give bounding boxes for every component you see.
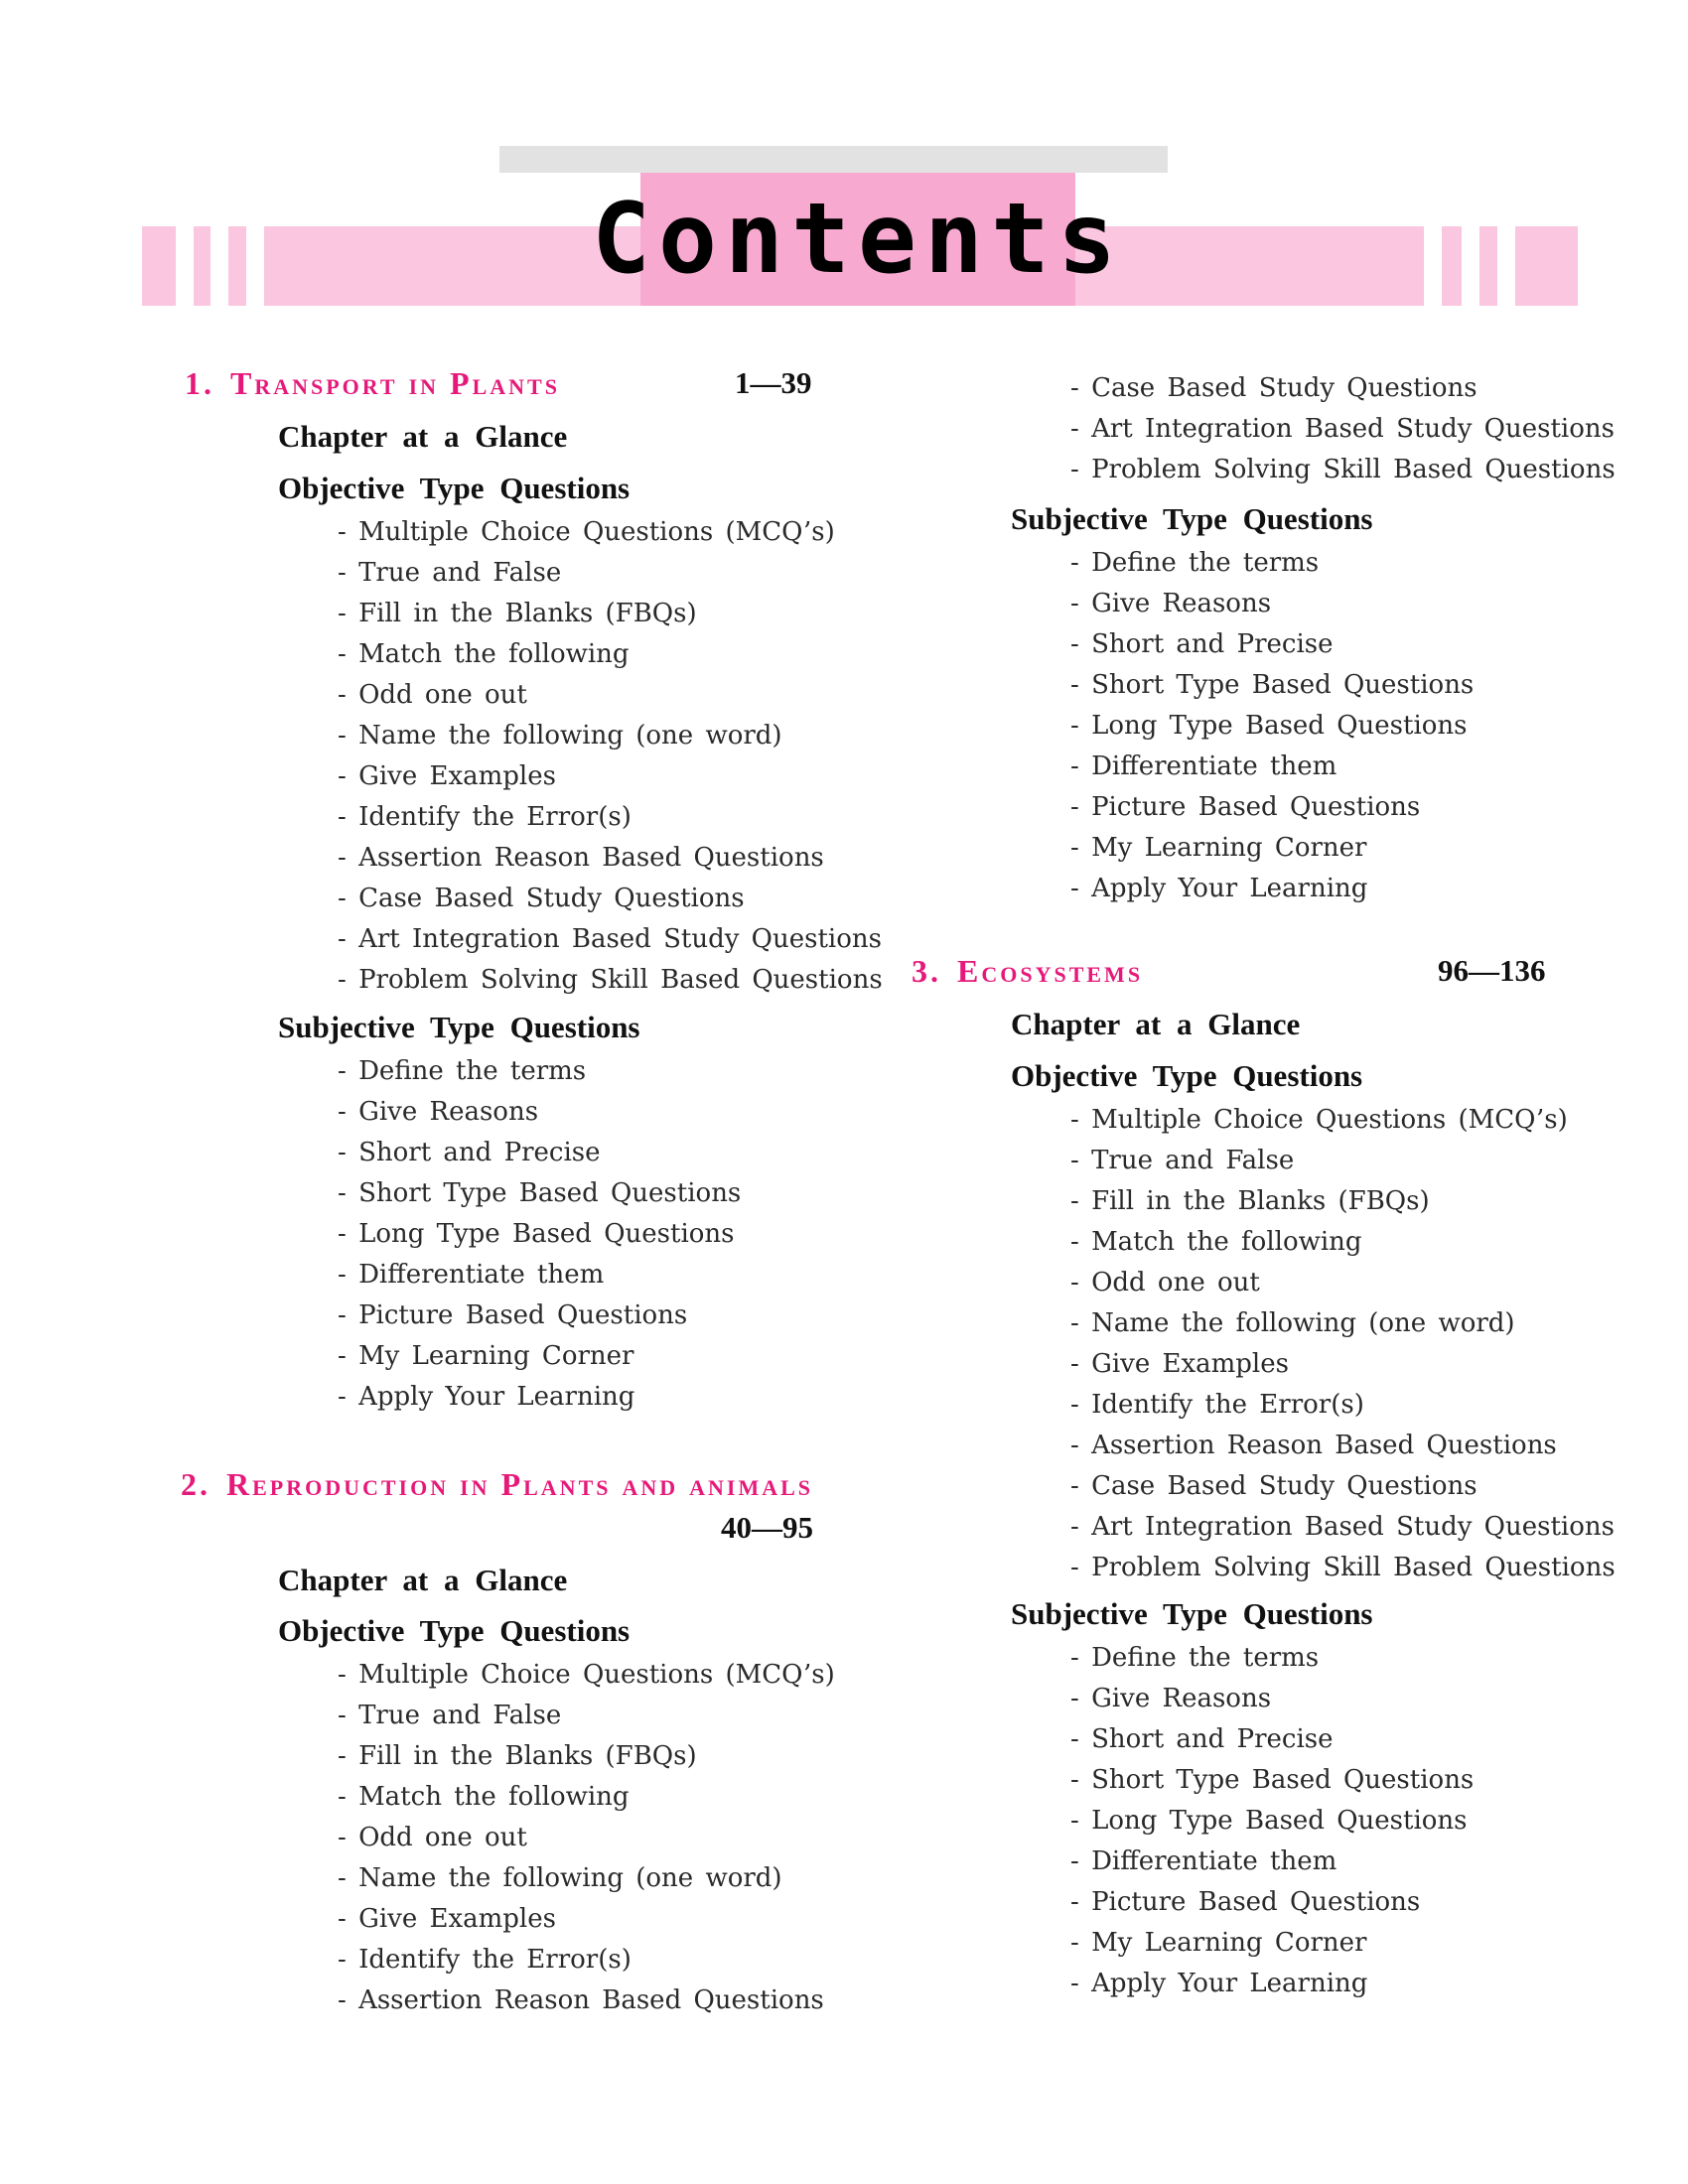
toc-list-item[interactable]: - Give Examples [338, 761, 556, 791]
banner-stripe [211, 226, 228, 306]
chapter-at-glance[interactable]: Chapter at a Glance [278, 1563, 568, 1597]
objective-heading[interactable]: Objective Type Questions [278, 1613, 631, 1648]
toc-list-item[interactable]: - Long Type Based Questions [338, 1219, 735, 1249]
toc-list-item[interactable]: - Fill in the Blanks (FBQs) [1070, 1186, 1430, 1216]
toc-list-item[interactable]: - Match the following [338, 639, 630, 669]
toc-list-item[interactable]: - Differentiate them [1070, 1846, 1336, 1876]
toc-list-item[interactable]: - Art Integration Based Study Questions [1070, 1512, 1615, 1542]
toc-list-item[interactable]: - Apply Your Learning [1070, 1969, 1367, 1998]
toc-list-item[interactable]: - Apply Your Learning [338, 1382, 634, 1412]
banner-stripe [1497, 226, 1515, 306]
toc-list-item[interactable]: - Give Reasons [1070, 589, 1271, 618]
toc-list-item[interactable]: - Case Based Study Questions [1070, 373, 1477, 403]
toc-list-item[interactable]: - Odd one out [1070, 1268, 1260, 1297]
chapter-number: 3. [912, 953, 941, 989]
toc-list-item[interactable]: - Short Type Based Questions [1070, 670, 1474, 700]
objective-heading[interactable]: Objective Type Questions [278, 471, 631, 505]
toc-list-item[interactable]: - Picture Based Questions [338, 1300, 687, 1330]
toc-list-item[interactable]: - Assertion Reason Based Questions [338, 1985, 824, 2015]
toc-list-item[interactable]: - Match the following [338, 1782, 630, 1812]
toc-list-item[interactable]: - Short and Precise [1070, 629, 1333, 659]
contents-banner [0, 0, 1688, 318]
subjective-heading[interactable]: Subjective Type Questions [1011, 501, 1373, 536]
toc-list-item[interactable]: - Fill in the Blanks (FBQs) [338, 599, 697, 628]
toc-list-item[interactable]: - Name the following (one word) [1070, 1308, 1515, 1338]
toc-list-item[interactable]: - Short and Precise [338, 1138, 600, 1167]
toc-list-item[interactable]: - Define the terms [338, 1056, 586, 1086]
chapter-title: Transport in Plants [230, 365, 560, 401]
toc-list-item[interactable]: - Give Examples [338, 1904, 556, 1934]
toc-list-item[interactable]: - Name the following (one word) [338, 1863, 782, 1893]
chapter-3-page-range: 96—136 [1438, 953, 1546, 988]
toc-list-item[interactable]: - True and False [338, 1701, 561, 1730]
toc-list-item[interactable]: - Identify the Error(s) [1070, 1390, 1364, 1420]
chapter-number: 1. [185, 365, 214, 401]
chapter-1-heading[interactable] [185, 365, 560, 402]
toc-list-item[interactable]: - My Learning Corner [338, 1341, 633, 1371]
banner-gray-bar [499, 146, 1168, 173]
chapter-title: Reproduction in Plants and animals [226, 1466, 814, 1502]
toc-list-item[interactable]: - Give Reasons [338, 1097, 538, 1127]
toc-list-item[interactable]: - Apply Your Learning [1070, 874, 1367, 903]
subjective-heading[interactable]: Subjective Type Questions [278, 1010, 640, 1044]
toc-list-item[interactable]: - Problem Solving Skill Based Questions [1070, 1553, 1616, 1582]
chapter-number: 2. [181, 1466, 211, 1502]
toc-list-item[interactable]: - Art Integration Based Study Questions [338, 924, 882, 954]
toc-list-item[interactable]: - Case Based Study Questions [338, 884, 745, 913]
page-title: Contents [592, 183, 1125, 296]
subjective-heading[interactable]: Subjective Type Questions [1011, 1596, 1373, 1631]
chapter-at-glance[interactable]: Chapter at a Glance [278, 419, 568, 454]
toc-list-item[interactable]: - Art Integration Based Study Questions [1070, 414, 1615, 444]
objective-heading[interactable]: Objective Type Questions [1011, 1058, 1363, 1093]
toc-list-item[interactable]: - Name the following (one word) [338, 721, 782, 751]
toc-list-item[interactable]: - Picture Based Questions [1070, 1887, 1420, 1917]
toc-list-item[interactable]: - Differentiate them [1070, 751, 1336, 781]
toc-list-item[interactable]: - Differentiate them [338, 1260, 604, 1290]
toc-list-item[interactable]: - Long Type Based Questions [1070, 711, 1468, 741]
toc-list-item[interactable]: - Define the terms [1070, 1643, 1319, 1673]
chapter-2-page-range: 40—95 [721, 1510, 813, 1545]
toc-list-item[interactable]: - Problem Solving Skill Based Questions [1070, 455, 1616, 484]
toc-list-item[interactable]: - My Learning Corner [1070, 833, 1366, 863]
toc-list-item[interactable]: - Assertion Reason Based Questions [338, 843, 824, 873]
banner-stripe [176, 226, 194, 306]
toc-list-item[interactable]: - Give Examples [1070, 1349, 1289, 1379]
toc-list-item[interactable]: - Case Based Study Questions [1070, 1471, 1477, 1501]
toc-list-item[interactable]: - Picture Based Questions [1070, 792, 1420, 822]
toc-list-item[interactable]: - My Learning Corner [1070, 1928, 1366, 1958]
banner-stripe [246, 226, 264, 306]
toc-list-item[interactable]: - True and False [338, 558, 561, 588]
toc-list-item[interactable]: - Multiple Choice Questions (MCQ’s) [338, 1660, 835, 1690]
toc-list-item[interactable]: - Multiple Choice Questions (MCQ’s) [338, 517, 835, 547]
toc-list-item[interactable]: - Odd one out [338, 680, 527, 710]
toc-list-item[interactable]: - Short Type Based Questions [1070, 1765, 1474, 1795]
banner-stripe [1424, 226, 1442, 306]
toc-list-item[interactable]: - Problem Solving Skill Based Questions [338, 965, 883, 995]
toc-list-item[interactable]: - True and False [1070, 1146, 1294, 1175]
toc-list-item[interactable]: - Assertion Reason Based Questions [1070, 1431, 1557, 1460]
toc-list-item[interactable]: - Match the following [1070, 1227, 1362, 1257]
toc-list-item[interactable]: - Short and Precise [1070, 1724, 1333, 1754]
toc-list-item[interactable]: - Define the terms [1070, 548, 1319, 578]
toc-list-item[interactable]: - Give Reasons [1070, 1684, 1271, 1713]
toc-list-item[interactable]: - Short Type Based Questions [338, 1178, 741, 1208]
chapter-at-glance[interactable]: Chapter at a Glance [1011, 1007, 1301, 1041]
toc-list-item[interactable]: - Identify the Error(s) [338, 802, 632, 832]
chapter-1-page-range: 1—39 [735, 365, 812, 400]
chapter-title: Ecosystems [957, 953, 1144, 989]
toc-list-item[interactable]: - Long Type Based Questions [1070, 1806, 1468, 1836]
toc-list-item[interactable]: - Fill in the Blanks (FBQs) [338, 1741, 697, 1771]
toc-list-item[interactable]: - Odd one out [338, 1823, 527, 1852]
chapter-3-heading[interactable] [912, 953, 1143, 990]
toc-list-item[interactable]: - Multiple Choice Questions (MCQ’s) [1070, 1105, 1568, 1135]
toc-list-item[interactable]: - Identify the Error(s) [338, 1945, 632, 1975]
chapter-2-heading[interactable] [181, 1466, 813, 1503]
banner-stripe [1462, 226, 1479, 306]
